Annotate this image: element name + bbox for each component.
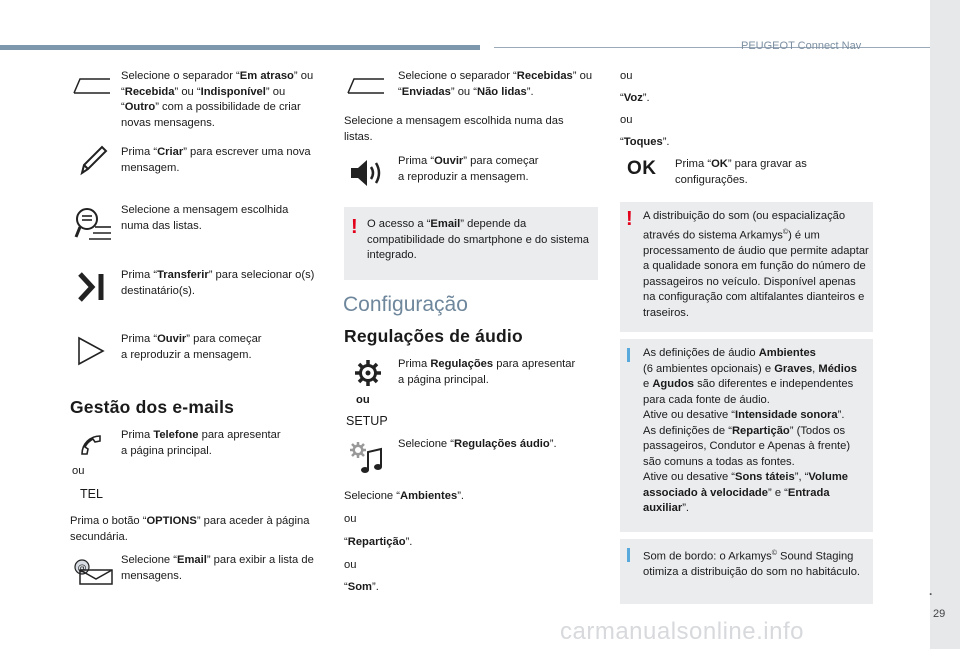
sound-distribution-note: A distribuição do som (ou espacialização através do sistema Arkamys©) é um processamento de áudio que permite adaptar a qualidade sonora em função do número de passageiros no veículo. Disponível apenas na configuração com altifalantes dianteiros e traseiros. [643,210,869,319]
gear-icon [353,358,383,388]
page-number: 29 [933,608,946,620]
envelope-tab-icon [72,75,112,97]
col3-ok-text: Prima “OK” para gravar as configurações. [675,158,807,186]
tel-button-label: TEL [80,487,103,501]
col1-item-telephone: Prima Telefone para apresentar a página principal. [121,429,281,457]
section-title-emails: Gestão dos e-mails [70,397,235,417]
col2-item-tabs: Selecione o separador “Recebidas” ou “Enviadas” ou “Não lidas”. [398,70,593,98]
play-icon [76,335,106,367]
list-search-icon [73,203,113,245]
col1-options-text: Prima o botão “OPTIONS” para aceder à página secundária. [70,515,310,543]
col2-ambientes: Selecione “Ambientes”. [344,490,465,502]
header-rule-thin [494,47,930,48]
col1-item-forward: Prima “Transferir” para selecionar o(s) destinatário(s). [121,269,315,297]
col2-item-audio-settings: Selecione “Regulações áudio”. [398,438,557,450]
warning-icon: ! [626,208,633,230]
audio-settings-icon [348,440,384,476]
ou-label: ou [72,465,85,477]
info-icon [627,548,630,562]
col2-select-text: Selecione a mensagem escolhida numa das listas. [344,115,564,143]
ou-label: ou [620,70,633,82]
col1-item-create: Prima “Criar” para escrever uma nova mensagem. [121,146,311,174]
col3-toques: “Toques”. [620,136,670,148]
ou-label: ou [356,394,370,406]
col1-item-email: Selecione “Email” para exibir a lista de mensagens. [121,554,314,582]
speaker-icon [349,157,385,189]
audio-settings-title: Regulações de áudio [344,326,523,346]
email-compat-note: O acesso a “Email” depende da compatibilidade do smartphone e do sistema integrado. [367,218,590,261]
watermark: carmanualsonline.info [560,618,804,645]
ok-button-label: OK [627,158,657,179]
col1-item-tabs: Selecione o separador “Em atraso” ou “Recebida” ou “Indisponível” ou “Outro” com a possibilidade de criar novas mensagens. [121,70,314,129]
svg-text:@: @ [77,563,87,574]
col1-item-select: Selecione a mensagem escolhida numa das listas. [121,204,289,232]
phone-icon [78,432,104,458]
col1-item-listen: Prima “Ouvir” para começar a reproduzir a mensagem. [121,333,262,361]
setup-button-label: SETUP [346,414,388,428]
ou-label: ou [620,114,633,126]
col3-voz: “Voz”. [620,92,650,104]
page-header: PEUGEOT Connect Nav [741,40,862,52]
header-rule [0,45,480,50]
email-icon [72,558,114,586]
forward-icon [76,270,106,304]
ou-label: ou [344,559,357,571]
envelope-tab-icon [346,75,386,97]
ou-label: ou [344,513,357,525]
col2-item-regulations: Prima Regulações para apresentar a página principal. [398,358,576,386]
col2-reparticao: “Repartição”. [344,536,413,548]
arkamys-note: Som de bordo: o Arkamys© Sound Staging otimiza a distribuição do som no habitáculo. [643,550,861,579]
warning-icon: ! [351,216,358,238]
col2-item-listen: Prima “Ouvir” para começar a reproduzir a mensagem. [398,155,539,183]
audio-definitions-note: As definições de áudio Ambientes (6 ambientes opcionais) e Graves, Médios e Agudos são diferentes e independentes para cada fonte de áudio. Ative ou desative “Intensidade sonora”. As definições de “Repartição” (Todos os passageiros, Condutor e Apenas à frente) são comuns a todas as fontes. Ative ou desative “Sons táteis”, “Volume associado à velocidade” e “Entrada auxiliar”. [643,347,857,514]
page-edge-bar [930,0,960,649]
continued-marker: . [929,584,933,598]
config-title: Configuração [343,293,468,316]
info-icon [627,348,630,362]
col2-som: “Som”. [344,581,379,593]
pencil-icon [76,143,110,177]
